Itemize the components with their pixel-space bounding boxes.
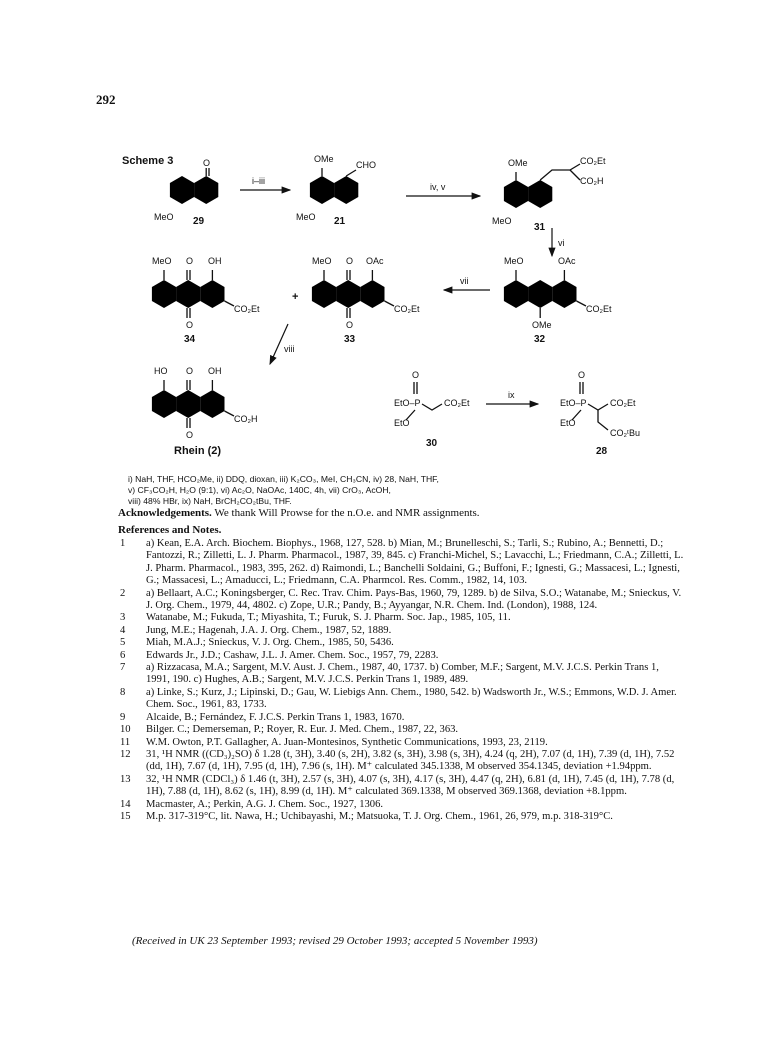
compound-21-meo: MeO: [296, 212, 316, 222]
compound-33-structure: [312, 270, 394, 318]
reference-number: 1: [120, 538, 126, 549]
reference-number: 14: [120, 798, 131, 810]
reference-number: 13: [120, 773, 131, 785]
reference-item: [114, 612, 684, 624]
reaction-conditions: [128, 474, 648, 507]
compound-31-ome: OMe: [508, 158, 528, 168]
compound-21-cho: CHO: [356, 160, 376, 170]
reference-text: Alcaide, B.; Fernández, F. J.C.S. Perkin Trans 1, 1983, 1670.: [146, 711, 405, 723]
compound-30-label: 30: [426, 438, 438, 449]
reference-text: Jung, M.E.; Hagenah, J.A. J. Org. Chem., 1987, 52, 1889.: [146, 624, 392, 636]
compound-21-ome: OMe: [314, 154, 334, 164]
compound-31-meo: MeO: [492, 216, 512, 226]
reference-text: M.p. 317-319°C, lit. Nawa, H.; Uchibayashi, M.; Matsuoka, T. J. Org. Chem., 1961, 26, 979, m.p. 318-319°C.: [146, 810, 613, 822]
compound-29-o: O: [203, 158, 211, 168]
reference-number: 7: [120, 662, 126, 674]
conditions-line: v) CF₃CO₂H, H₂O (9:1), vi) Ac₂O, NaOAc, 140C, 4h, vii) CrO₃, AcOH,: [128, 485, 391, 495]
references-heading: References and Notes.: [118, 524, 222, 536]
arrow-viii-label: viii: [284, 344, 295, 354]
reference-number: 9: [120, 711, 126, 723]
reference-item: [114, 538, 684, 588]
rhein-label: Rhein (2): [174, 445, 222, 457]
compound-34-oh: OH: [208, 256, 222, 266]
rhein-ho: HO: [154, 366, 168, 376]
compound-34-o-bottom: O: [186, 320, 194, 330]
scheme-title: Scheme 3: [122, 155, 174, 167]
compound-28-o: O: [578, 370, 586, 380]
reference-item: [114, 662, 684, 687]
reference-item: [114, 799, 684, 811]
compound-28-eto: EtO: [560, 418, 576, 428]
compound-33-label: 33: [344, 334, 356, 345]
reference-number: 12: [120, 748, 131, 760]
reference-item: [114, 811, 684, 823]
reference-item: [114, 724, 684, 736]
compound-21-label: 21: [334, 216, 346, 227]
conditions-line: i) NaH, THF, HCO₂Me, ii) DDQ, dioxan, iii) K₂CO₃, MeI, CH₃CN, iv) 28, NaH, THF,: [128, 474, 439, 484]
compound-29-structure: [170, 168, 218, 204]
reference-text: a) Kean, E.A. Arch. Biochem. Biophys., 1968, 127, 528. b) Mian, M.; Brunelleschi, S.; Tarli, S.; Rubino, A.; Bennetti, D.; Fantozzi, R.; Zilletti, L. J. Pharm. Pharmacol., 1987, 39, 845. c) Franchi-Michel, S.; Lavacchi, L.; Friedmann, C.A.; Zilletti, L. J. Pharm. Pharmacol., 1983, 395, 262. d) Raimondi, L.; Banchelli Soldaini, G.; Buffoni, F.; Ignesti, G.; Massacesi, L.; Ignesti, G.; Massacesi, L.; Amaducci, L.; Friedmann, C.A. Pharmcol. Res. Comm., 1982, 14, 103.: [146, 538, 684, 587]
compound-28-label: 28: [596, 446, 608, 457]
compound-34-label: 34: [184, 334, 196, 345]
compound-34-co2et: CO₂Et: [234, 304, 260, 314]
arrow-ix-label: ix: [508, 390, 515, 400]
received-dates: (Received in UK 23 September 1993; revised 29 October 1993; accepted 5 November 1993): [132, 935, 538, 947]
reference-number: 5: [120, 637, 126, 649]
reference-item: [114, 774, 684, 799]
compound-33-meo: MeO: [312, 256, 332, 266]
arrow-iv-v-label: iv, v: [430, 182, 446, 192]
rhein-structure: [152, 380, 234, 428]
compound-29-meo: MeO: [154, 212, 174, 222]
reference-item: [114, 625, 684, 637]
compound-34-structure: [152, 270, 234, 318]
reference-item: [114, 749, 684, 774]
reference-number: 11: [120, 736, 131, 748]
compound-30-eto-p: EtO–P: [394, 398, 421, 408]
conditions-line: viii) 48% HBr, ix) NaH, BrCH₂CO₂tBu, THF.: [128, 496, 292, 506]
compound-33-o-bottom: O: [346, 320, 354, 330]
compound-28-eto-p: EtO–P: [560, 398, 587, 408]
reference-text: W.M. Owton, P.T. Gallagher, A. Juan-Montesinos, Synthetic Communications, 1993, 23, 2119.: [146, 736, 548, 748]
reference-text: 31, ¹H NMR ((CD₃)₂SO) δ 1.28 (t, 3H), 3.40 (s, 2H), 3.82 (s, 3H), 3.98 (s, 3H), 4.24 (q, 2H), 7.07 (d, 1H), 7.39 (d, 1H), 7.52 (dd, 1H), 7.67 (d, 1H), 7.95 (d, 1H), 7.96 (s, 1H). M⁺ calculated 345.1338, M observed 354.1345, deviation +1.94ppm.: [146, 748, 675, 773]
compound-28-co2tbu: CO₂ᵗBu: [610, 428, 640, 438]
compound-32-co2et: CO₂Et: [586, 304, 612, 314]
reference-item: [114, 588, 684, 613]
compound-30-o: O: [412, 370, 420, 380]
references-list: [114, 538, 684, 823]
reference-text: a) Linke, S.; Kurz, J.; Lipinski, D.; Gau, W. Liebigs Ann. Chem., 1980, 542. b) Wadsworth Jr., W.S.; Emmons, W.D. J. Amer. Chem. Soc., 1961, 83, 1733.: [146, 686, 677, 711]
compound-32-meo: MeO: [504, 256, 524, 266]
reference-number: 10: [120, 724, 131, 736]
compound-31-co2h: CO₂H: [580, 176, 604, 186]
compound-34-o-top: O: [186, 256, 194, 266]
compound-29-label: 29: [193, 216, 205, 227]
compound-21-structure: [310, 168, 358, 204]
reference-number: 2: [120, 587, 126, 599]
reference-number: 6: [120, 649, 126, 661]
compound-31-label: 31: [534, 222, 546, 233]
compound-32-oac: OAc: [558, 256, 576, 266]
reference-text: Watanabe, M.; Fukuda, T.; Miyashita, T.; Furuk, S. J. Pharm. Soc. Jap., 1985, 105, 11.: [146, 612, 511, 624]
compound-34-meo: MeO: [152, 256, 172, 266]
compound-28-co2et: CO₂Et: [610, 398, 636, 408]
reference-item: [114, 650, 684, 662]
compound-30-eto: EtO: [394, 418, 410, 428]
rhein-co2h: CO₂H: [234, 414, 258, 424]
plus-sign: +: [292, 291, 299, 303]
compound-33-o-top: O: [346, 256, 354, 266]
reference-text: a) Rizzacasa, M.A.; Sargent, M.V. Aust. J. Chem., 1987, 40, 1737. b) Comber, M.F.; Sargent, M.V. J.C.S. Perkin Trans 1, 1991, 190. c) Hughes, A.B.; Sargent, M.V. J.C.S. Perkin Trans 1, 1989, 489.: [146, 662, 659, 686]
reference-text: 32, ¹H NMR (CDCl₃) δ 1.46 (t, 3H), 2.57 (s, 3H), 4.07 (s, 3H), 4.17 (s, 3H), 4.47 (q, 2H), 6.81 (d, 1H), 7.45 (d, 1H), 7.78 (d, 1H), 7.88 (d, 1H), 8.62 (s, 1H), 8.99 (d, 1H). M⁺ calculated 369.1338, M observed 369.1368, deviation +8.1ppm.: [146, 773, 675, 798]
arrow-vi-label: vi: [558, 238, 565, 248]
reference-item: [114, 687, 684, 712]
reference-item: [114, 737, 684, 749]
reference-number: 8: [120, 686, 126, 698]
compound-32-label: 32: [534, 334, 546, 345]
page-number: 292: [96, 92, 116, 107]
compound-32-structure: [504, 270, 586, 318]
reference-text: Bilger. C.; Demerseman, P.; Royer, R. Eur. J. Med. Chem., 1987, 22, 363.: [146, 724, 459, 736]
reference-number: 3: [120, 612, 126, 624]
reference-number: 15: [120, 810, 131, 822]
rhein-o-bottom: O: [186, 430, 194, 440]
reaction-scheme: [110, 142, 670, 472]
compound-30-co2et: CO₂Et: [444, 398, 470, 408]
reference-text: Miah, M.A.J.; Snieckus, V. J. Org. Chem., 1985, 50, 5436.: [146, 637, 394, 649]
reference-item: [114, 712, 684, 724]
arrow-i-iii-label: i–iii: [252, 176, 266, 186]
reference-text: a) Bellaart, A.C.; Koningsberger, C. Rec. Trav. Chim. Pays-Bas, 1960, 79, 1289. b) de Silva, S.O.; Watanabe, M.; Snieckus, V. J. Org. Chem., 1979, 44, 4802. c) Zope, U.R.; Pandy, B.; Ayyangar, N.R. Chem. Ind. (London), 1988, 124.: [146, 587, 682, 612]
compound-33-oac: OAc: [366, 256, 384, 266]
reference-item: [114, 637, 684, 649]
compound-31-co2et: CO₂Et: [580, 156, 606, 166]
compound-32-ome: OMe: [532, 320, 552, 330]
acknowledgements: [118, 507, 678, 519]
rhein-oh: OH: [208, 366, 222, 376]
reference-text: Edwards Jr., J.D.; Cashaw, J.L. J. Amer. Chem. Soc., 1957, 79, 2283.: [146, 649, 439, 661]
arrow-vii-label: vii: [460, 276, 469, 286]
rhein-o-top: O: [186, 366, 194, 376]
compound-33-co2et: CO₂Et: [394, 304, 420, 314]
acknowledgements-text: We thank Will Prowse for the n.O.e. and NMR assignments.: [214, 507, 480, 519]
reference-text: Macmaster, A.; Perkin, A.G. J. Chem. Soc., 1927, 1306.: [146, 798, 384, 810]
acknowledgements-heading: Acknowledgements.: [118, 507, 212, 519]
reference-number: 4: [120, 624, 126, 636]
compound-31-structure: [504, 164, 580, 208]
